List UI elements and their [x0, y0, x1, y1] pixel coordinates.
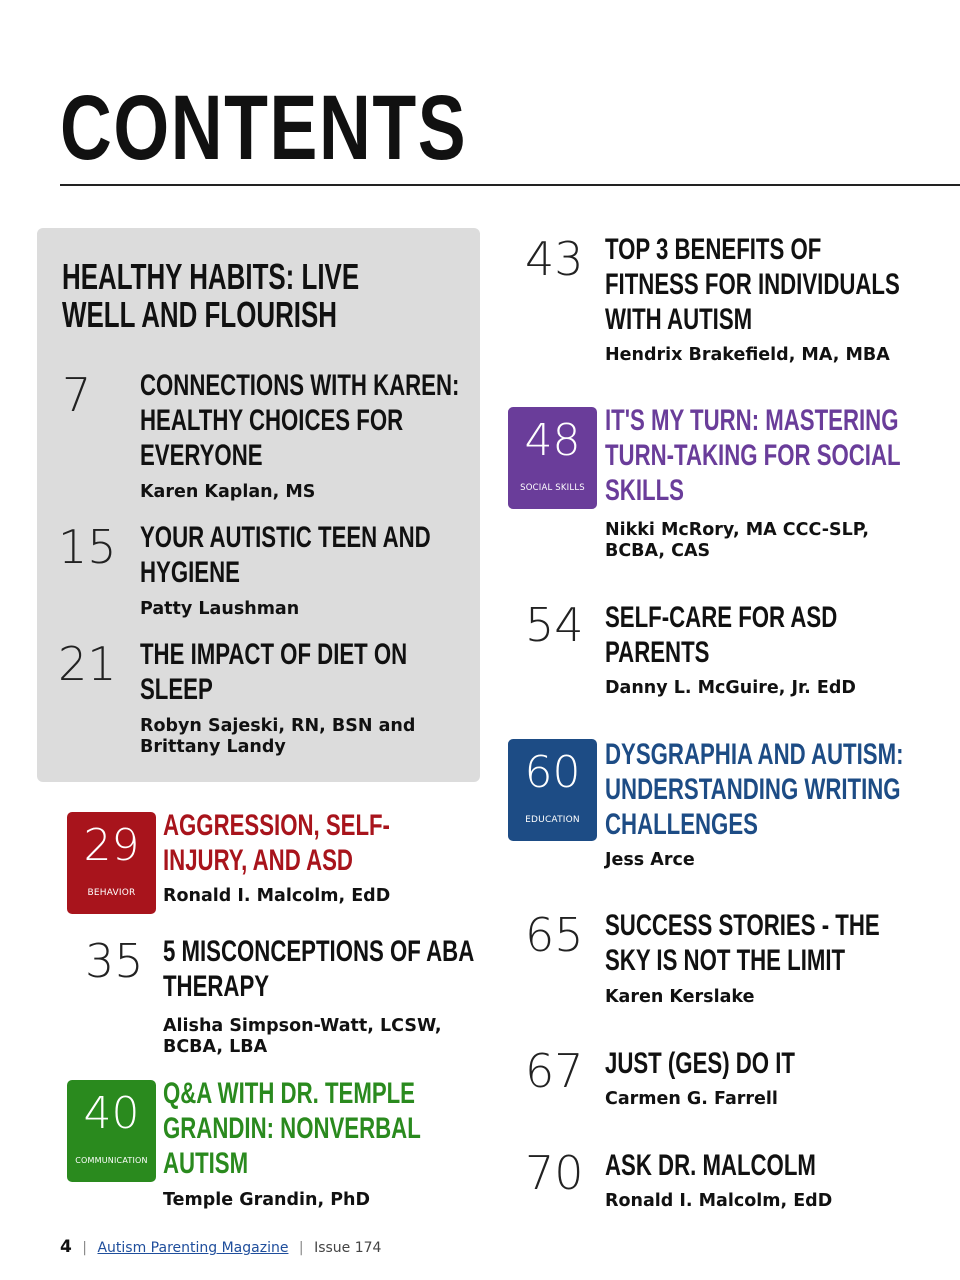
- magazine-link[interactable]: Autism Parenting Magazine: [97, 1240, 289, 1256]
- footer-separator: |: [298, 1240, 304, 1256]
- entry-title[interactable]: 5 MISCONCEPTIONS OF ABA THERAPY: [163, 935, 474, 1003]
- entry-page-number: 7: [62, 368, 92, 422]
- entry-author: Robyn Sajeski, RN, BSN and Brittany Landy: [140, 716, 416, 757]
- entry-page-number: 21: [58, 637, 117, 691]
- entry-author: Nikki McRory, MA CCC-SLP, BCBA, CAS: [605, 520, 869, 561]
- entry-title[interactable]: SELF-CARE FOR ASD PARENTS: [605, 601, 838, 669]
- entry-page-number: 67: [525, 1044, 584, 1098]
- badge-label: COMMUNICATION: [75, 1156, 148, 1165]
- entry-page-number: 15: [58, 520, 117, 574]
- badge-label: EDUCATION: [525, 815, 580, 825]
- entry-author: Ronald I. Malcolm, EdD: [605, 1191, 833, 1211]
- entry-title[interactable]: IT'S MY TURN: MASTERING TURN-TAKING FOR SOCIAL SKILLS: [605, 404, 901, 507]
- badge-number: 60: [524, 747, 581, 798]
- entry-title[interactable]: YOUR AUTISTIC TEEN AND HYGIENE: [140, 521, 431, 589]
- entry-title[interactable]: DYSGRAPHIA AND AUTISM: UNDERSTANDING WRITING CHALLENGES: [605, 738, 904, 841]
- entry-author: Karen Kaplan, MS: [140, 482, 316, 502]
- education-badge: [508, 739, 597, 841]
- entry-title[interactable]: CONNECTIONS WITH KAREN: HEALTHY CHOICES FOR EVERYONE: [140, 369, 460, 472]
- behavior-badge: [67, 812, 156, 914]
- entry-author: Ronald I. Malcolm, EdD: [163, 886, 391, 906]
- entry-author: Danny L. McGuire, Jr. EdD: [605, 678, 856, 698]
- entry-page-number: 65: [525, 908, 584, 962]
- entry-page-number: 54: [525, 598, 584, 652]
- entry-page-number: 43: [525, 232, 584, 286]
- entry-author: Carmen G. Farrell: [605, 1089, 778, 1109]
- entry-author: Hendrix Brakefield, MA, MBA: [605, 345, 890, 365]
- entry-title[interactable]: THE IMPACT OF DIET ON SLEEP: [140, 638, 408, 706]
- communication-badge: [67, 1080, 156, 1182]
- social-skills-badge: [508, 407, 597, 509]
- entry-title[interactable]: TOP 3 BENEFITS OF FITNESS FOR INDIVIDUALS WITH AUTISM: [605, 233, 900, 336]
- badge-label: BEHAVIOR: [87, 888, 136, 898]
- badge-number: 40: [83, 1088, 140, 1139]
- entry-title[interactable]: SUCCESS STORIES - THE SKY IS NOT THE LIMIT: [605, 909, 880, 977]
- footer-page-number: 4: [60, 1237, 72, 1257]
- title-divider: [60, 184, 960, 186]
- badge-number: 48: [524, 415, 581, 466]
- entry-page-number: 35: [85, 934, 144, 988]
- entry-title[interactable]: JUST (GES) DO IT: [605, 1047, 795, 1080]
- entry-author: Jess Arce: [605, 850, 695, 870]
- badge-label: SOCIAL SKILLS: [520, 483, 585, 493]
- entry-title[interactable]: ASK DR. MALCOLM: [605, 1149, 816, 1182]
- footer-separator: |: [82, 1240, 88, 1256]
- entry-title[interactable]: Q&A WITH DR. TEMPLE GRANDIN: NONVERBAL AUTISM: [163, 1077, 421, 1180]
- page-title: CONTENTS: [60, 77, 468, 179]
- entry-title[interactable]: AGGRESSION, SELF-INJURY, AND ASD: [163, 809, 390, 877]
- page-footer: [60, 1237, 381, 1258]
- entry-author: Patty Laushman: [140, 599, 300, 619]
- entry-author: Alisha Simpson-Watt, LCSW, BCBA, LBA: [163, 1016, 442, 1057]
- issue-label: Issue 174: [314, 1240, 382, 1256]
- entry-author: Karen Kerslake: [605, 987, 755, 1007]
- entry-page-number: 70: [525, 1146, 584, 1200]
- badge-number: 29: [83, 820, 140, 871]
- entry-author: Temple Grandin, PhD: [163, 1190, 371, 1210]
- section-title: HEALTHY HABITS: LIVE WELL AND FLOURISH: [62, 256, 360, 335]
